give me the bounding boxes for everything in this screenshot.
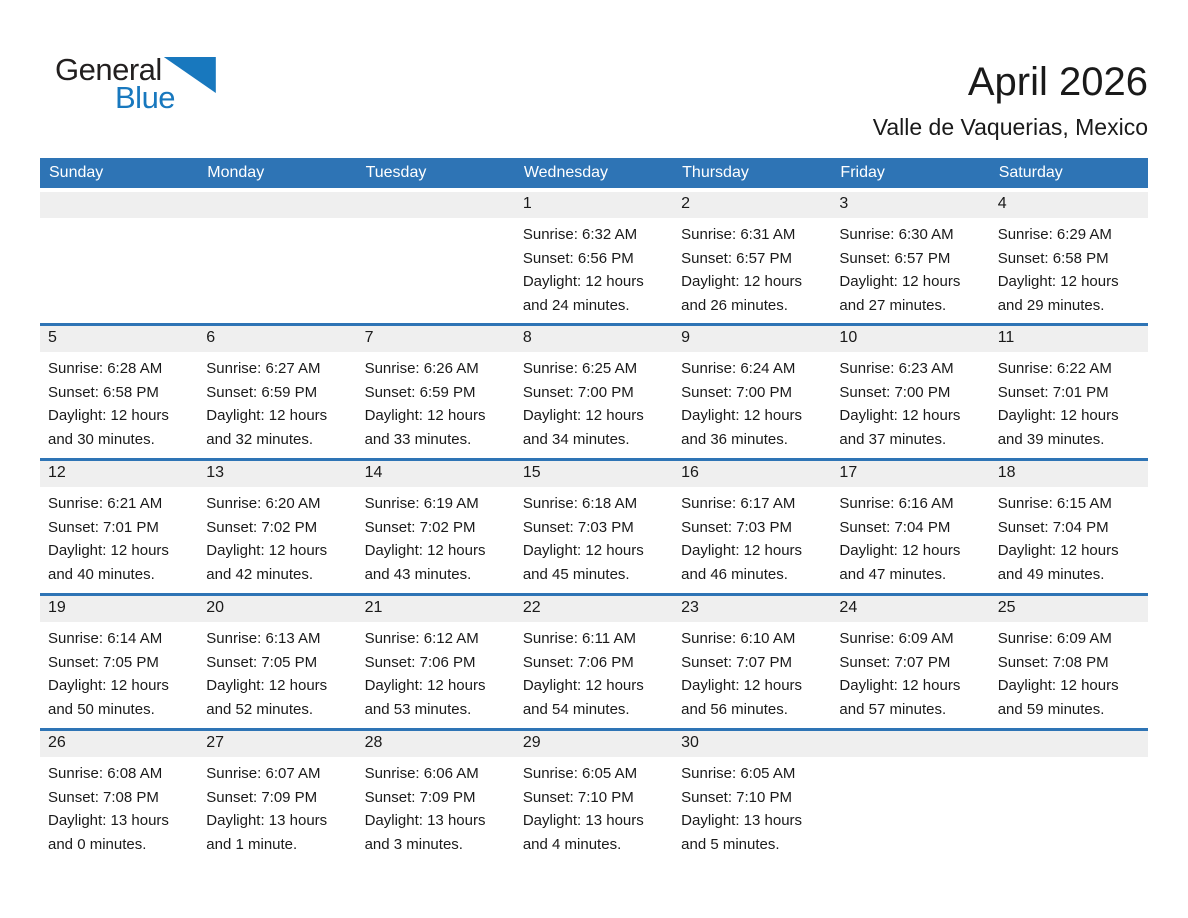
day-number: 23	[673, 596, 831, 622]
day-number: 11	[990, 326, 1148, 352]
day-number: 19	[40, 596, 198, 622]
day-info	[990, 487, 1148, 586]
day-info	[357, 757, 515, 856]
day-number: 21	[357, 596, 515, 622]
info-line: Sunset: 7:07 PM	[839, 653, 951, 671]
day-cell	[515, 192, 673, 323]
info-line: Sunset: 7:06 PM	[364, 653, 476, 671]
day-cell	[990, 326, 1148, 458]
info-line: and 57 minutes.	[839, 700, 947, 718]
info-line: and 43 minutes.	[364, 565, 472, 583]
info-line: Sunrise: 6:20 AM	[206, 495, 321, 512]
info-line: Sunrise: 6:09 AM	[839, 630, 954, 647]
day-info	[673, 622, 831, 721]
info-line: Sunrise: 6:29 AM	[997, 226, 1112, 243]
weekday-header-monday: Monday	[207, 164, 265, 181]
info-line: Sunset: 7:03 PM	[681, 518, 793, 536]
info-line: Daylight: 12 hours	[681, 273, 803, 290]
info-line: Sunset: 7:05 PM	[48, 653, 159, 671]
info-line: and 36 minutes.	[681, 430, 788, 448]
info-line: Sunset: 7:08 PM	[48, 788, 159, 806]
info-line: Sunrise: 6:26 AM	[364, 360, 479, 377]
info-line: and 4 minutes.	[522, 835, 622, 853]
info-line: and 29 minutes.	[997, 296, 1105, 314]
empty-day-cell	[831, 731, 989, 863]
day-cell	[673, 192, 831, 323]
info-line: Daylight: 12 hours	[522, 407, 644, 424]
day-info	[40, 622, 198, 721]
day-number: 29	[515, 731, 673, 757]
info-line: Daylight: 12 hours	[206, 542, 328, 559]
week-row	[40, 323, 1148, 458]
info-line: Sunrise: 6:11 AM	[522, 630, 636, 647]
day-number	[198, 192, 356, 218]
day-info	[831, 218, 989, 317]
week-row	[40, 188, 1148, 323]
day-number: 18	[990, 461, 1148, 487]
day-cell	[831, 596, 989, 728]
info-line: Sunrise: 6:09 AM	[997, 630, 1112, 647]
day-cell	[515, 731, 673, 863]
info-line: Sunset: 7:01 PM	[997, 383, 1109, 401]
info-line: Sunset: 7:05 PM	[206, 653, 318, 671]
weekday-header-saturday: Saturday	[998, 164, 1063, 181]
day-info	[198, 352, 356, 451]
page-title: April 2026	[967, 60, 1148, 104]
info-line: and 37 minutes.	[839, 430, 947, 448]
day-number: 26	[40, 731, 198, 757]
info-line: Sunset: 7:10 PM	[522, 788, 634, 806]
info-line: and 52 minutes.	[206, 700, 314, 718]
day-number: 17	[831, 461, 989, 487]
day-info	[673, 757, 831, 856]
info-line: Sunrise: 6:10 AM	[681, 630, 796, 647]
day-number: 9	[673, 326, 831, 352]
info-line: Sunset: 7:09 PM	[364, 788, 476, 806]
info-line: Daylight: 12 hours	[997, 407, 1119, 424]
info-line: Daylight: 12 hours	[839, 677, 961, 694]
info-line: and 34 minutes.	[522, 430, 630, 448]
info-line: Daylight: 12 hours	[48, 677, 169, 694]
day-number: 5	[40, 326, 198, 352]
info-line: Daylight: 12 hours	[522, 677, 644, 694]
day-number: 1	[515, 192, 673, 218]
info-line: Sunset: 7:03 PM	[522, 518, 634, 536]
info-line: and 30 minutes.	[48, 430, 155, 448]
day-cell	[357, 326, 515, 458]
day-cell	[198, 461, 356, 593]
info-line: Sunset: 6:56 PM	[522, 249, 634, 267]
info-line: and 40 minutes.	[48, 565, 155, 583]
title-block	[873, 52, 1148, 141]
day-info	[357, 487, 515, 586]
info-line: Daylight: 12 hours	[364, 677, 486, 694]
info-line: Sunrise: 6:21 AM	[48, 495, 163, 512]
empty-day-cell	[40, 192, 198, 323]
day-info	[357, 622, 515, 721]
info-line: Sunrise: 6:31 AM	[681, 226, 796, 243]
info-line: Daylight: 12 hours	[681, 677, 803, 694]
info-line: Sunrise: 6:30 AM	[839, 226, 954, 243]
info-line: Sunrise: 6:16 AM	[839, 495, 954, 512]
weekday-header-tuesday: Tuesday	[365, 164, 427, 181]
info-line: and 3 minutes.	[364, 835, 463, 853]
info-line: and 24 minutes.	[522, 296, 630, 314]
info-line: Daylight: 12 hours	[364, 407, 486, 424]
day-cell	[357, 596, 515, 728]
page-subtitle: Valle de Vaquerias, Mexico	[872, 114, 1148, 140]
day-number: 14	[357, 461, 515, 487]
info-line: Daylight: 12 hours	[997, 273, 1119, 290]
info-line: Sunrise: 6:13 AM	[206, 630, 321, 647]
day-number: 25	[990, 596, 1148, 622]
weekday-header-row	[40, 158, 1148, 188]
info-line: Sunset: 7:02 PM	[206, 518, 318, 536]
day-info	[673, 218, 831, 317]
info-line: and 0 minutes.	[48, 835, 147, 853]
day-info	[357, 352, 515, 451]
info-line: and 59 minutes.	[997, 700, 1105, 718]
info-line: Daylight: 12 hours	[522, 542, 644, 559]
info-line: and 49 minutes.	[997, 565, 1105, 583]
day-info	[40, 352, 198, 451]
info-line: Daylight: 12 hours	[997, 542, 1119, 559]
info-line: Sunset: 7:09 PM	[206, 788, 318, 806]
info-line: and 56 minutes.	[681, 700, 788, 718]
info-line: Daylight: 12 hours	[839, 273, 961, 290]
day-info	[515, 622, 673, 721]
day-cell	[40, 461, 198, 593]
info-line: and 47 minutes.	[839, 565, 947, 583]
day-cell	[515, 461, 673, 593]
info-line: and 39 minutes.	[997, 430, 1105, 448]
info-line: and 45 minutes.	[522, 565, 630, 583]
day-number: 30	[673, 731, 831, 757]
info-line: Daylight: 12 hours	[364, 542, 486, 559]
info-line: Sunset: 7:07 PM	[681, 653, 793, 671]
calendar-weeks	[40, 188, 1148, 863]
info-line: Sunset: 6:59 PM	[364, 383, 476, 401]
info-line: Sunrise: 6:15 AM	[997, 495, 1112, 512]
info-line: Sunset: 7:01 PM	[48, 518, 159, 536]
day-cell	[831, 192, 989, 323]
week-row	[40, 593, 1148, 728]
day-info	[831, 622, 989, 721]
info-line: Daylight: 13 hours	[364, 812, 486, 829]
day-cell	[515, 596, 673, 728]
info-line: and 33 minutes.	[364, 430, 472, 448]
info-line: Sunrise: 6:27 AM	[206, 360, 321, 377]
info-line: Daylight: 13 hours	[681, 812, 803, 829]
day-number: 10	[831, 326, 989, 352]
day-info	[40, 487, 198, 586]
day-info	[40, 757, 198, 856]
weekday-header-friday: Friday	[840, 164, 885, 181]
info-line: Daylight: 13 hours	[206, 812, 328, 829]
day-cell	[40, 731, 198, 863]
info-line: Sunset: 6:58 PM	[48, 383, 159, 401]
day-info	[990, 218, 1148, 317]
info-line: Sunrise: 6:07 AM	[206, 765, 321, 782]
day-info	[673, 352, 831, 451]
empty-day-cell	[357, 192, 515, 323]
info-line: Sunrise: 6:19 AM	[364, 495, 479, 512]
info-line: and 42 minutes.	[206, 565, 314, 583]
info-line: Sunrise: 6:05 AM	[681, 765, 796, 782]
info-line: and 32 minutes.	[206, 430, 314, 448]
logo-text-blue: Blue	[115, 80, 176, 115]
day-cell	[990, 192, 1148, 323]
info-line: Daylight: 12 hours	[48, 542, 169, 559]
day-cell	[673, 326, 831, 458]
info-line: Daylight: 12 hours	[206, 677, 328, 694]
day-number: 12	[40, 461, 198, 487]
day-cell	[198, 326, 356, 458]
day-cell	[40, 596, 198, 728]
day-number	[990, 731, 1148, 757]
day-number: 27	[198, 731, 356, 757]
info-line: Sunrise: 6:06 AM	[364, 765, 479, 782]
info-line: Sunrise: 6:28 AM	[48, 360, 163, 377]
empty-day-cell	[198, 192, 356, 323]
info-line: Daylight: 12 hours	[681, 407, 803, 424]
info-line: Sunrise: 6:12 AM	[364, 630, 479, 647]
info-line: Daylight: 12 hours	[48, 407, 169, 424]
general-blue-logo	[55, 52, 245, 116]
info-line: Sunrise: 6:23 AM	[839, 360, 954, 377]
info-line: Sunrise: 6:24 AM	[681, 360, 796, 377]
day-number: 8	[515, 326, 673, 352]
day-cell	[515, 326, 673, 458]
info-line: Daylight: 13 hours	[522, 812, 644, 829]
info-line: Sunrise: 6:25 AM	[522, 360, 638, 377]
info-line: Sunrise: 6:32 AM	[522, 226, 638, 243]
day-info	[990, 622, 1148, 721]
page-header	[0, 0, 1188, 158]
info-line: Daylight: 12 hours	[681, 542, 803, 559]
info-line: Daylight: 12 hours	[839, 407, 961, 424]
info-line: Daylight: 12 hours	[522, 273, 644, 290]
day-number	[831, 731, 989, 757]
day-number: 20	[198, 596, 356, 622]
calendar-table	[40, 158, 1148, 863]
day-info	[515, 487, 673, 586]
info-line: and 27 minutes.	[839, 296, 947, 314]
info-line: Daylight: 12 hours	[206, 407, 328, 424]
info-line: Sunrise: 6:17 AM	[681, 495, 796, 512]
info-line: Sunrise: 6:18 AM	[522, 495, 638, 512]
day-number: 13	[198, 461, 356, 487]
info-line: Sunset: 7:02 PM	[364, 518, 476, 536]
day-info	[515, 757, 673, 856]
day-cell	[673, 461, 831, 593]
day-number: 28	[357, 731, 515, 757]
info-line: Sunset: 7:00 PM	[681, 383, 793, 401]
week-row	[40, 458, 1148, 593]
day-info	[515, 352, 673, 451]
day-number: 3	[831, 192, 989, 218]
info-line: and 50 minutes.	[48, 700, 155, 718]
info-line: Daylight: 13 hours	[48, 812, 169, 829]
day-info	[515, 218, 673, 317]
day-cell	[357, 731, 515, 863]
info-line: Sunset: 7:06 PM	[522, 653, 634, 671]
day-info	[831, 487, 989, 586]
day-cell	[673, 596, 831, 728]
day-number: 6	[198, 326, 356, 352]
day-info	[990, 352, 1148, 451]
info-line: and 46 minutes.	[681, 565, 788, 583]
info-line: Sunset: 7:00 PM	[839, 383, 951, 401]
info-line: and 5 minutes.	[681, 835, 780, 853]
empty-day-cell	[990, 731, 1148, 863]
day-cell	[831, 326, 989, 458]
info-line: Sunset: 6:57 PM	[681, 249, 793, 267]
day-number: 7	[357, 326, 515, 352]
info-line: Daylight: 12 hours	[839, 542, 961, 559]
day-number	[357, 192, 515, 218]
day-number: 2	[673, 192, 831, 218]
info-line: and 54 minutes.	[522, 700, 630, 718]
day-number: 16	[673, 461, 831, 487]
weekday-header-sunday: Sunday	[49, 164, 104, 181]
day-cell	[198, 596, 356, 728]
day-info	[198, 487, 356, 586]
info-line: Sunset: 7:00 PM	[522, 383, 634, 401]
info-line: Daylight: 12 hours	[997, 677, 1119, 694]
day-cell	[831, 461, 989, 593]
info-line: and 1 minute.	[206, 835, 298, 853]
week-row	[40, 728, 1148, 863]
day-info	[198, 757, 356, 856]
day-info	[198, 622, 356, 721]
info-line: Sunset: 6:57 PM	[839, 249, 951, 267]
weekday-header-thursday: Thursday	[682, 164, 749, 181]
info-line: Sunset: 7:08 PM	[997, 653, 1109, 671]
day-number: 22	[515, 596, 673, 622]
info-line: Sunset: 6:58 PM	[997, 249, 1109, 267]
day-cell	[673, 731, 831, 863]
day-cell	[357, 461, 515, 593]
info-line: and 53 minutes.	[364, 700, 472, 718]
day-number: 4	[990, 192, 1148, 218]
info-line: Sunrise: 6:05 AM	[522, 765, 638, 782]
info-line: Sunset: 6:59 PM	[206, 383, 318, 401]
info-line: Sunset: 7:10 PM	[681, 788, 793, 806]
day-number: 24	[831, 596, 989, 622]
day-cell	[40, 326, 198, 458]
info-line: Sunrise: 6:22 AM	[997, 360, 1112, 377]
day-cell	[990, 596, 1148, 728]
weekday-header-wednesday: Wednesday	[523, 164, 609, 181]
info-line: Sunrise: 6:08 AM	[48, 765, 163, 782]
day-cell	[198, 731, 356, 863]
day-number: 15	[515, 461, 673, 487]
day-info	[831, 352, 989, 451]
logo-text-general: General	[55, 52, 162, 87]
info-line: Sunset: 7:04 PM	[997, 518, 1109, 536]
info-line: Sunrise: 6:14 AM	[48, 630, 163, 647]
day-cell	[990, 461, 1148, 593]
info-line: Sunset: 7:04 PM	[839, 518, 951, 536]
day-number	[40, 192, 198, 218]
day-info	[673, 487, 831, 586]
info-line: and 26 minutes.	[681, 296, 788, 314]
